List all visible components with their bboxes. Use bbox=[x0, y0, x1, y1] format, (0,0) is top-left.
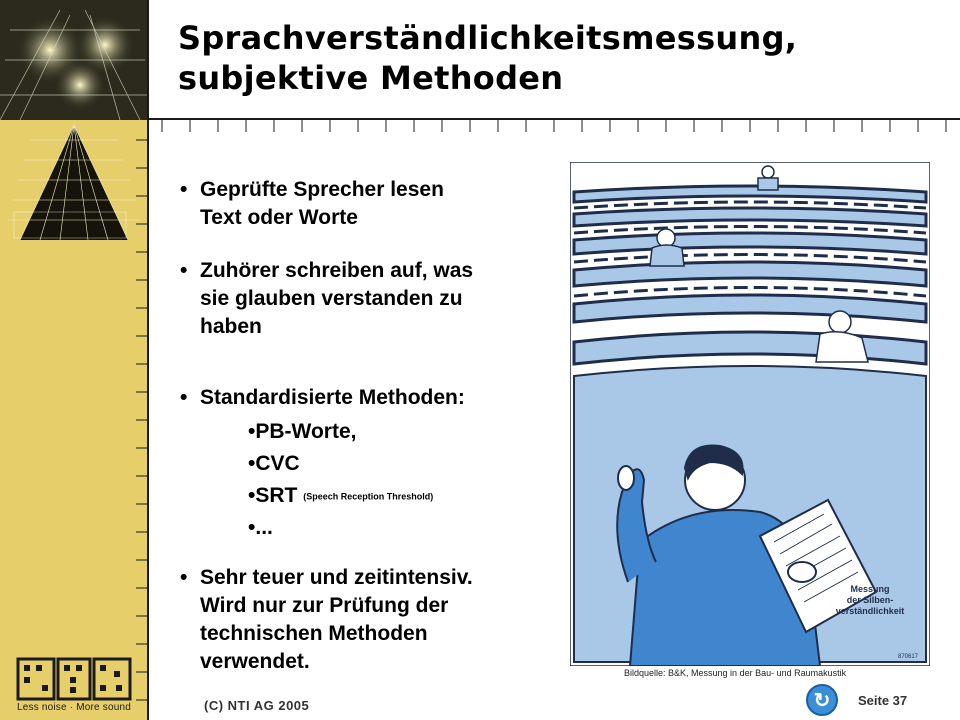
bullet-line: Sehr teuer und zeitintensiv. bbox=[200, 566, 473, 589]
bullet-line: haben bbox=[200, 315, 262, 338]
lecture-hall-illustration bbox=[570, 162, 930, 666]
sub-bullet-text: PB-Worte, bbox=[255, 420, 357, 443]
bullet-line: Geprüfte Sprecher lesen bbox=[200, 178, 444, 201]
figure-label-line: der Silben- bbox=[846, 595, 894, 605]
figure-label-line: Messung bbox=[850, 584, 890, 594]
sub-bullet-pb-worte bbox=[248, 418, 356, 446]
vertical-divider bbox=[147, 0, 149, 720]
figure-code: 870617 bbox=[898, 654, 919, 660]
figure-label-line: verständlichkeit bbox=[835, 606, 905, 616]
page-number: Seite 37 bbox=[858, 693, 908, 708]
sub-bullet-text: CVC bbox=[255, 452, 300, 475]
sub-bullet-text: ... bbox=[255, 516, 273, 539]
image-credit: Bildquelle: B&K, Messung in der Bau- und Raumakustik bbox=[624, 668, 847, 678]
sub-bullet-text: SRT bbox=[255, 484, 298, 507]
bullet-icon: • bbox=[248, 516, 256, 539]
bullet-icon: • bbox=[180, 178, 188, 201]
logo-tagline: Less noise · More sound bbox=[16, 702, 132, 713]
bullet-icon: • bbox=[180, 386, 188, 409]
horizontal-divider bbox=[148, 118, 960, 120]
sub-bullet-srt bbox=[248, 482, 433, 510]
sub-bullet-note: (Speech Reception Threshold) bbox=[303, 491, 434, 502]
bullet-line: Wird nur zur Prüfung der bbox=[200, 594, 449, 617]
bullet-line: technischen Methoden bbox=[200, 622, 428, 645]
bullet-line: Text oder Worte bbox=[200, 206, 358, 229]
bullet-line: Standardisierte Methoden: bbox=[200, 386, 465, 409]
reload-icon[interactable]: ↻ bbox=[806, 684, 838, 716]
sub-bullet-cvc bbox=[248, 450, 300, 478]
title-line-1: Sprachverständlichkeitsmessung, bbox=[178, 19, 798, 57]
copyright: (C) NTI AG 2005 bbox=[204, 698, 310, 713]
title-line-2: subjektive Methoden bbox=[178, 59, 564, 97]
bullet-icon: • bbox=[248, 420, 256, 443]
bullet-icon: • bbox=[180, 566, 188, 589]
decorative-header-image bbox=[0, 0, 148, 240]
bullet-icon: • bbox=[180, 259, 188, 282]
bullet-line: verwendet. bbox=[200, 650, 310, 673]
page-title bbox=[178, 18, 938, 98]
bullet-icon: • bbox=[248, 484, 256, 507]
sub-bullet-ellipsis bbox=[248, 514, 273, 542]
bullet-line: sie glauben verstanden zu bbox=[200, 287, 463, 310]
horizontal-ruler bbox=[148, 112, 960, 136]
bullet-icon: • bbox=[248, 452, 256, 475]
bullet-line: Zuhörer schreiben auf, was bbox=[200, 259, 474, 282]
